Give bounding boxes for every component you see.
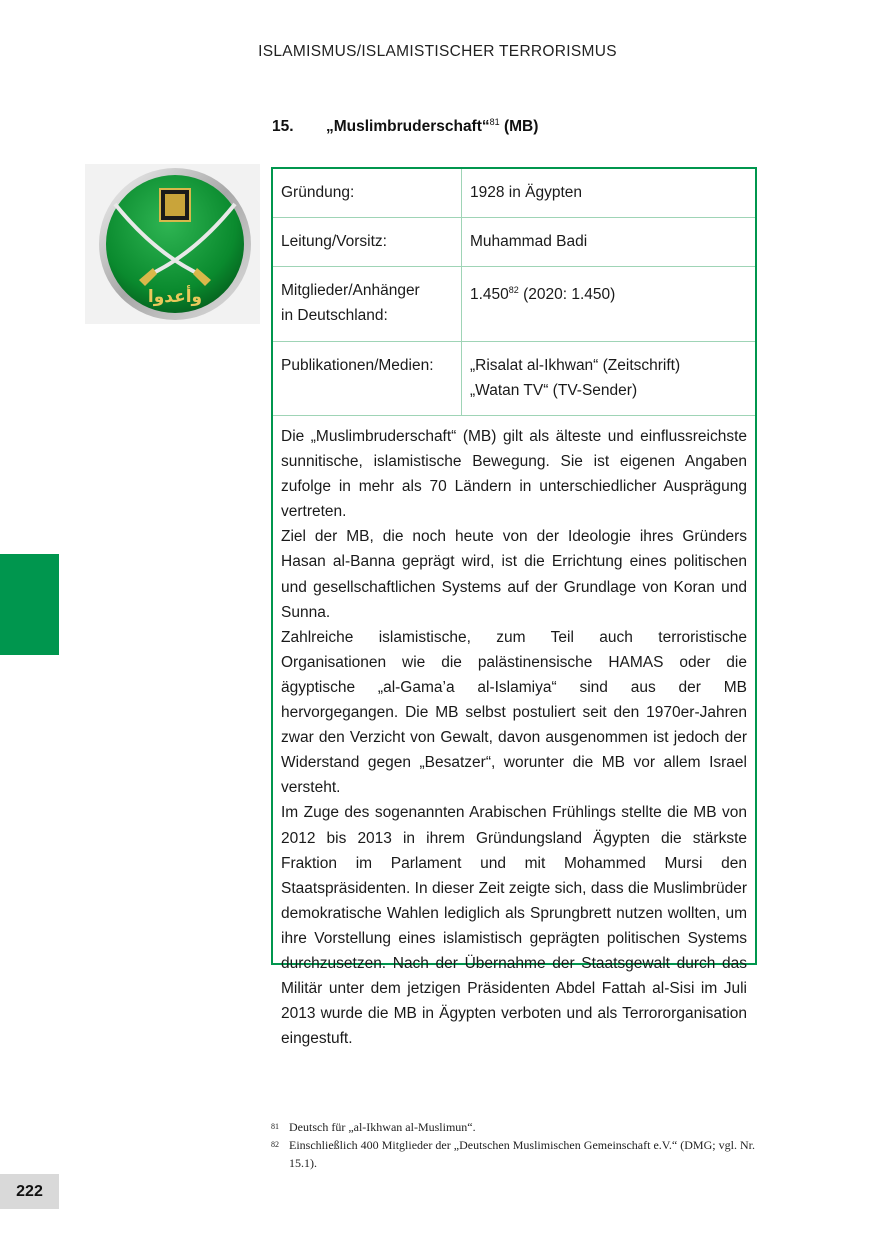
organization-emblem xyxy=(85,164,260,324)
table-row xyxy=(273,342,755,416)
footnote xyxy=(271,1118,755,1136)
section-number: 15. xyxy=(272,118,294,135)
paragraph: Die „Muslimbruderschaft“ (MB) gilt als älteste und einflussreichste sunnitische, islamistische Bewegung. Sie ist eigenen Angaben zufolge in mehr als 70 Ländern in unterschiedlicher Ausprägung vertreten. xyxy=(281,428,747,521)
description xyxy=(273,416,755,1051)
page-number: 222 xyxy=(0,1174,59,1209)
table-row xyxy=(273,218,755,267)
fact-label: Leitung/Vorsitz: xyxy=(273,218,462,267)
member-count-prev: (2020: 1.450) xyxy=(518,286,616,303)
emblem-icon xyxy=(85,164,260,324)
fact-label-line2: in Deutschland: xyxy=(281,307,388,324)
footnote-ref: 82 xyxy=(508,285,519,295)
paragraph: Ziel der MB, die noch heute von der Ideologie ihres Gründers Hasan al-Banna geprägt wird, ist die Errichtung eines politischen und gesellschaftlichen Systems auf der Grundlage von Koran und Sunna. xyxy=(281,528,747,621)
table-row xyxy=(273,169,755,218)
footnote-ref: 81 xyxy=(489,117,500,127)
footnote-mark: 82 xyxy=(271,1140,279,1149)
section-name: „Muslimbruderschaft“ xyxy=(326,118,490,135)
publication-1: „Risalat al-Ikhwan“ (Zeitschrift) xyxy=(470,357,681,374)
chapter-tab xyxy=(0,554,59,655)
facts-table xyxy=(273,169,755,416)
section-title xyxy=(272,117,538,136)
emblem-inscription: وأعدوا xyxy=(147,287,203,307)
footnotes xyxy=(271,1118,755,1172)
section-abbrev: (MB) xyxy=(503,118,539,135)
fact-label xyxy=(273,267,462,342)
fact-label: Publikationen/Medien: xyxy=(273,342,462,416)
info-box xyxy=(271,167,757,1048)
paragraph: Zahlreiche islamistische, zum Teil auch terroristische Organisationen wie die palästinensische HAMAS oder die ägyptische „al-Gama’a al-Islamiya“ sind aus der MB hervorgegangen. Die MB selbst postuliert seit den 1970er-Jahren zwar den Verzicht von Gewalt, davon ausgenommen ist jedoch der Widerstand gegen „Besatzer“, worunter die MB vor allem Israel versteht. xyxy=(281,628,747,797)
footnote-text: Einschließlich 400 Mitglieder der „Deutschen Muslimischen Gemeinschaft e.V.“ (DMG; vgl. Nr. 15.1). xyxy=(289,1138,755,1170)
running-title: ISLAMISMUS/ISLAMISTISCHER TERRORISMUS xyxy=(258,43,617,60)
footnote xyxy=(271,1136,755,1172)
publication-2: „Watan TV“ (TV-Sender) xyxy=(470,382,638,399)
footnote-mark: 81 xyxy=(271,1122,279,1131)
paragraph: Im Zuge des sogenannten Arabischen Frühlings stellte die MB von 2012 bis 2013 in ihrem Gründungsland Ägypten die stärkste Fraktion im Parlament und mit Mohammed Mursi den Staatspräsidenten. In dieser Zeit zeigte sich, dass die Muslimbrüder demokratische Wahlen lediglich als Sprungbrett nutzen wollten, um ihre Vorstellung eines islamistisch geprägten politischen Systems durchzusetzen. Nach der Übernahme der Staatsgewalt durch das Militär unter dem jetzigen Präsidenten Abdel Fattah al-Sisi im Juli 2013 wurde die MB in Ägypten verboten und als Terrororganisation eingestuft. xyxy=(281,804,747,1048)
fact-value xyxy=(462,267,756,342)
fact-label: Gründung: xyxy=(273,169,462,218)
footnote-text: Deutsch für „al-Ikhwan al-Muslimun“. xyxy=(289,1120,476,1134)
fact-value: Muhammad Badi xyxy=(462,218,756,267)
table-row xyxy=(273,267,755,342)
fact-value: 1928 in Ägypten xyxy=(462,169,756,218)
member-count: 1.450 xyxy=(470,286,509,303)
fact-label-line1: Mitglieder/Anhänger xyxy=(281,282,420,299)
fact-value xyxy=(462,342,756,416)
